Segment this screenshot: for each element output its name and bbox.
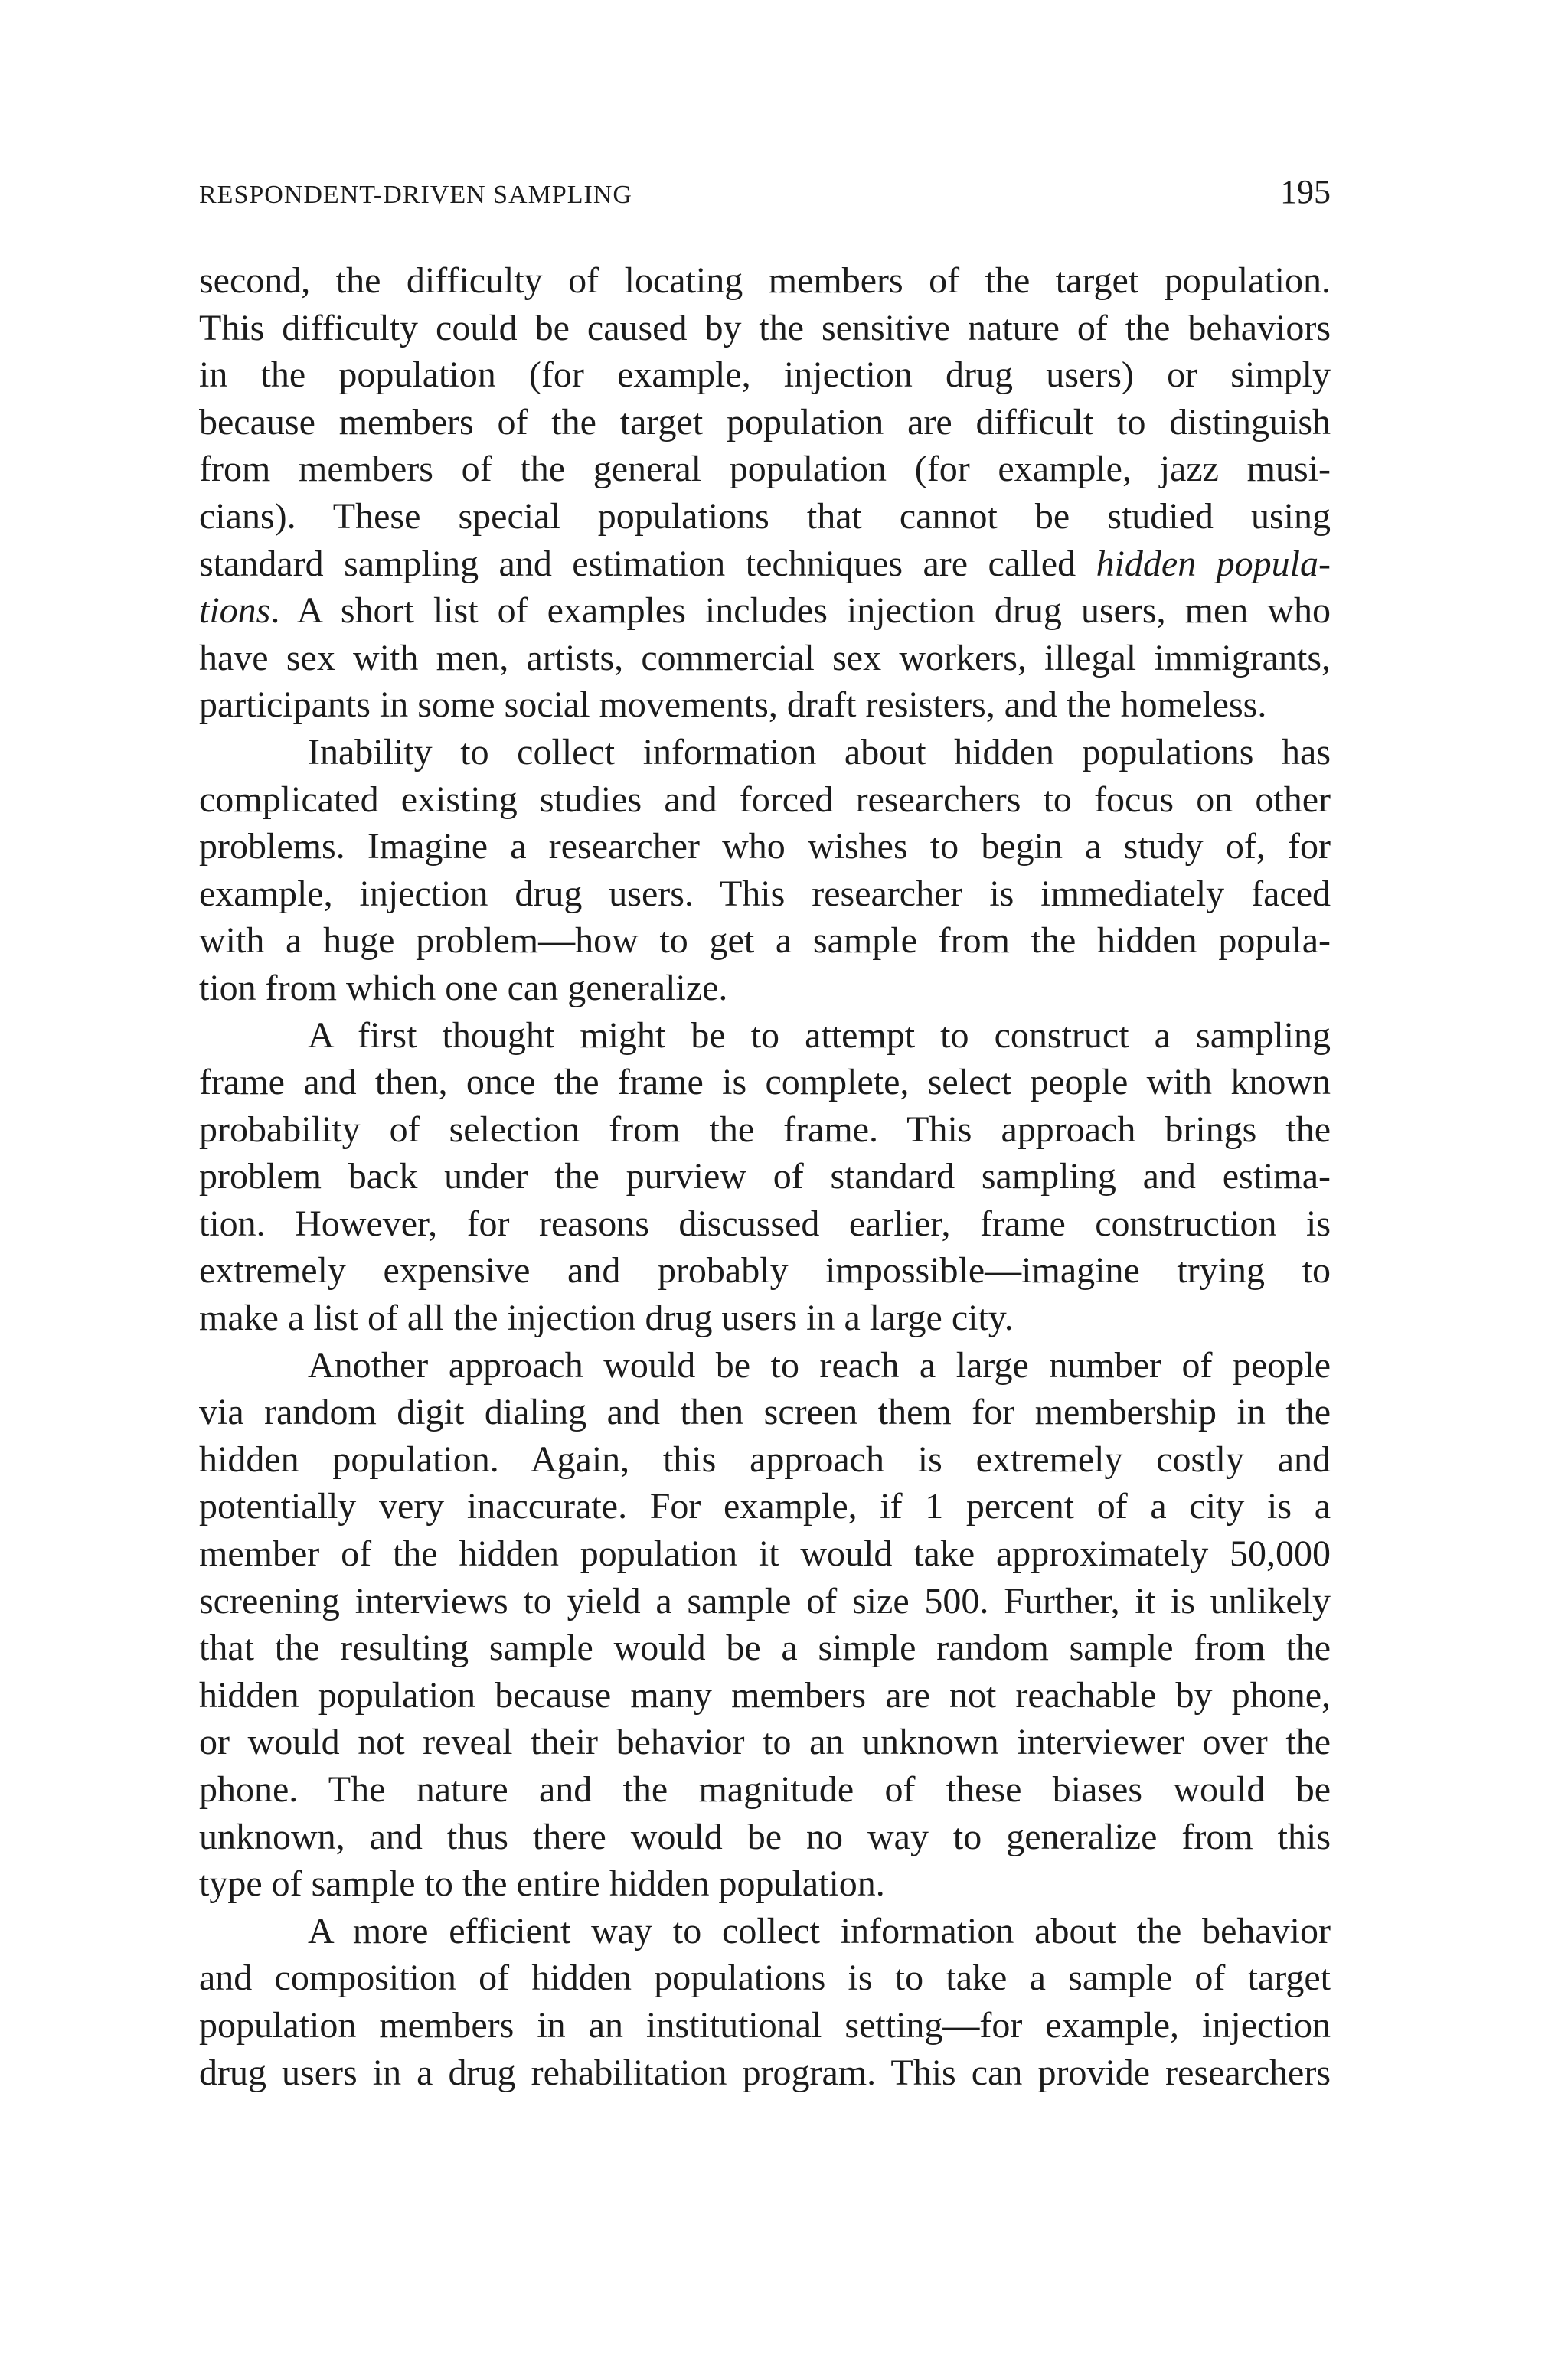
text-line bbox=[199, 540, 1331, 588]
text-line: participants in some social movements, draft resisters, and the homeless. bbox=[199, 684, 1267, 726]
text-line: member of the hidden population it would take approximately 50,000 bbox=[199, 1533, 1331, 1575]
text-line: frame and then, once the frame is complete, select people with known bbox=[199, 1062, 1331, 1103]
text-line: with a huge problem—how to get a sample from the hidden popula- bbox=[199, 920, 1331, 962]
italic-term: hidden popula- bbox=[1096, 543, 1331, 584]
text-line: problem back under the purview of standard sampling and estima- bbox=[199, 1156, 1331, 1197]
text-line: hidden population because many members are not reachable by phone, bbox=[199, 1674, 1331, 1716]
text-line: that the resulting sample would be a simple random sample from the bbox=[199, 1628, 1331, 1669]
text-line: example, injection drug users. This researcher is immediately faced bbox=[199, 873, 1331, 914]
text-line: A first thought might be to attempt to construct a sampling bbox=[308, 1014, 1331, 1056]
text-line: because members of the target population are difficult to distinguish bbox=[199, 401, 1331, 442]
body-text bbox=[199, 257, 1331, 2096]
paragraph bbox=[199, 1342, 1331, 1908]
running-title: RESPONDENT-DRIVEN SAMPLING bbox=[199, 181, 632, 209]
text-line: second, the difficulty of locating members of the target population. bbox=[199, 260, 1331, 301]
text-line: make a list of all the injection drug users in a large city. bbox=[199, 1298, 1014, 1339]
text-line: probability of selection from the frame. This approach brings the bbox=[199, 1109, 1331, 1150]
page-number: 195 bbox=[1280, 173, 1331, 211]
text-line: via random digit dialing and then screen them for membership in the bbox=[199, 1392, 1331, 1433]
text-line: tion from which one can generalize. bbox=[199, 967, 728, 1008]
text-line: have sex with men, artists, commercial sex workers, illegal immigrants, bbox=[199, 637, 1331, 678]
running-head bbox=[199, 172, 1331, 218]
text-line: hidden population. Again, this approach is extremely costly and bbox=[199, 1438, 1331, 1480]
text-line: unknown, and thus there would be no way to generalize from this bbox=[199, 1816, 1331, 1857]
text-line: type of sample to the entire hidden population. bbox=[199, 1863, 885, 1905]
text-line: population members in an institutional setting—for example, injection bbox=[199, 2004, 1331, 2046]
paragraph bbox=[199, 729, 1331, 1012]
text-line: Another approach would be to reach a large number of people bbox=[308, 1344, 1331, 1386]
text-line: Inability to collect information about hidden populations has bbox=[308, 731, 1331, 772]
text-line: phone. The nature and the magnitude of these biases would be bbox=[199, 1769, 1331, 1810]
text-line: complicated existing studies and forced researchers to focus on other bbox=[199, 779, 1331, 820]
text-line bbox=[199, 587, 1331, 635]
paragraph bbox=[199, 257, 1331, 729]
italic-term: tions bbox=[199, 590, 271, 632]
text-line: drug users in a drug rehabilitation program. This can provide researchers bbox=[199, 2052, 1331, 2093]
text-run: . A short list of examples includes injection drug users, men who bbox=[270, 590, 1331, 632]
text-line: screening interviews to yield a sample of size 500. Further, it is unlikely bbox=[199, 1580, 1331, 1621]
text-run: standard sampling and estimation techniques are called bbox=[199, 543, 1096, 584]
text-line: and composition of hidden populations is to take a sample of target bbox=[199, 1958, 1331, 1999]
text-line: in the population (for example, injection drug users) or simply bbox=[199, 354, 1331, 396]
text-line: extremely expensive and probably impossible—imagine trying to bbox=[199, 1250, 1331, 1292]
text-line: potentially very inaccurate. For example, if 1 percent of a city is a bbox=[199, 1486, 1331, 1527]
text-line: or would not reveal their behavior to an unknown interviewer over the bbox=[199, 1722, 1331, 1763]
text-line: This difficulty could be caused by the sensitive nature of the behaviors bbox=[199, 307, 1331, 348]
paragraph bbox=[199, 1908, 1331, 2096]
text-line: from members of the general population (for example, jazz musi- bbox=[199, 449, 1331, 490]
text-line: problems. Imagine a researcher who wishes to begin a study of, for bbox=[199, 826, 1331, 867]
text-line: cians). These special populations that cannot be studied using bbox=[199, 495, 1331, 537]
paragraph bbox=[199, 1012, 1331, 1342]
text-line: tion. However, for reasons discussed earlier, frame construction is bbox=[199, 1203, 1331, 1244]
text-line: A more efficient way to collect information about the behavior bbox=[308, 1910, 1331, 1951]
